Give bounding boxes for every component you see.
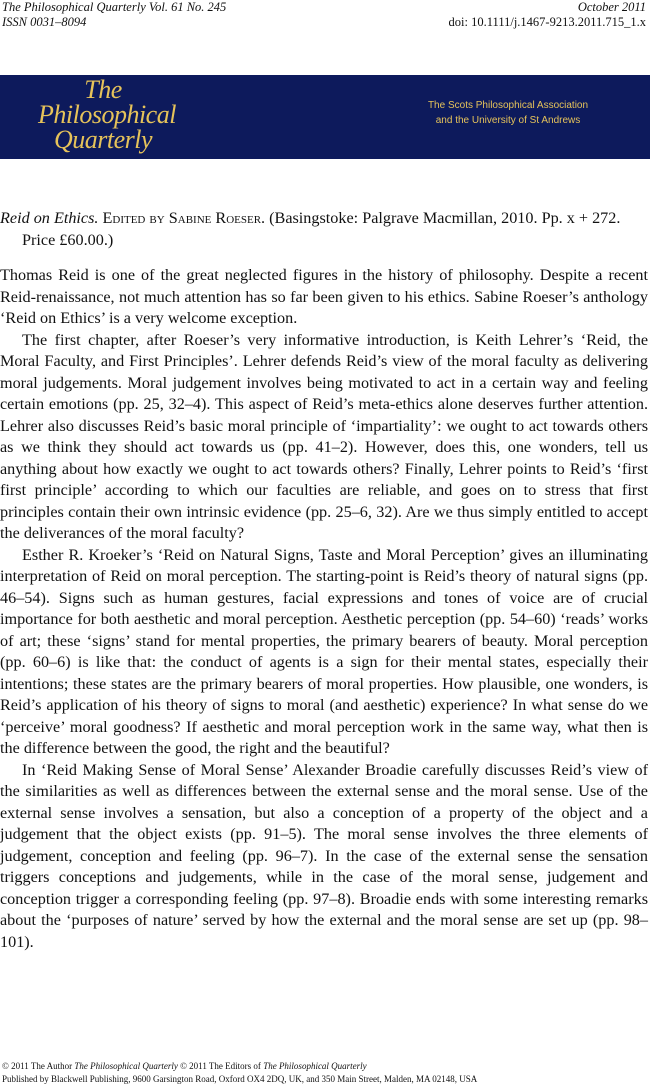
footer-publisher: Published by Blackwell Publishing, 9600 Garsington Road, Oxford OX4 2DQ, UK, and 350 Main Street, Malden, MA 02148, USA xyxy=(2,1074,478,1084)
doi: doi: 10.1111/j.1467-9213.2011.715_1.x xyxy=(448,15,646,29)
footer-copyright: © 2011 The Author The Philosophical Quarterly © 2011 The Editors of The Philosophical Quarterly xyxy=(2,1061,367,1071)
journal-volume-line: The Philosophical Quarterly Vol. 61 No. 245 xyxy=(2,0,227,14)
issn: ISSN 0031–8094 xyxy=(2,15,87,29)
review-paragraph-4: In ‘Reid Making Sense of Moral Sense’ Alexander Broadie carefully discusses Reid’s view of the similarities as well as differences between the external sense and the moral sense. Use of the external sense involves a sensation, but also a conception of a property of the object and a judgement that the object exists (pp. 91–5). The moral sense involves the three elements of judgement, conception and feeling (pp. 96–7). In the case of the external sense the sensation triggers conceptions and judgements, while in the case of the moral sense, judgement and conception trigger a corresponding feeling (pp. 97–8). Broadie ends with some interesting remarks about the ‘purposes of nature’ served by how the external and the moral sense are set up (pp. 98–101). xyxy=(0,760,648,951)
page-footer xyxy=(2,1060,648,1086)
association-text xyxy=(413,98,603,128)
journal-banner xyxy=(0,75,650,159)
review-paragraph-3: Esther R. Kroeker’s ‘Reid on Natural Signs, Taste and Moral Perception’ gives an illuminating interpretation of Reid on moral perception. The starting-point is Reid’s theory of natural signs (pp. 46–54). Signs such as human gestures, facial expressions and tones of voice are of crucial importance for both aesthetic and moral perception. Aesthetic perception (pp. 54–60) ‘reads’ works of art; these ‘signs’ stand for mental properties, the primary bearers of beauty. Moral perception (pp. 60–6) is like that: the conduct of agents is a sign for their mental states, especially their intentions; these states are the primary bearers of moral properties. How plausible, one wonders, is Reid’s application of his theory of signs to moral (and aesthetic) experience? In what sense do we ‘perceive’ moral goodness? If aesthetic and moral perception work in the same way, what then is the difference between the good, the right and the beautiful? xyxy=(0,545,648,757)
review-body xyxy=(0,265,650,953)
book-publication-details: (Basingstoke: Palgrave Macmillan, 2010. Pp. x + 272. Price £60.00.) xyxy=(22,209,621,249)
logo-line-2: Philosophical xyxy=(38,100,176,129)
journal-logo xyxy=(38,75,176,154)
logo-line-3: Quarterly xyxy=(53,125,153,154)
logo-line-1: The xyxy=(84,75,122,104)
book-citation xyxy=(0,207,650,251)
issue-date: October 2011 xyxy=(577,0,646,14)
association-line-2: and the University of St Andrews xyxy=(435,115,581,126)
association-line-1: The Scots Philosophical Association xyxy=(427,100,589,111)
review-paragraph-1: Thomas Reid is one of the great neglected figures in the history of philosophy. Despite a recent Reid-renaissance, not much attention has so far been given to his ethics. Sabine Roeser’s anthology ‘Reid on Ethics’ is a very welcome exception. xyxy=(0,266,648,327)
book-title: Reid on Ethics. xyxy=(0,209,99,227)
review-paragraph-2: The first chapter, after Roeser’s very informative introduction, is Keith Lehrer’s ‘Reid, the Moral Faculty, and First Principles’. Lehrer defends Reid’s view of the moral faculty as delivering moral judgements. Moral judgement involves being motivated to act in a certain way and feeling certain emotions (pp. 25, 32–4). This aspect of Reid’s meta-ethics alone deserves further attention. Lehrer also discusses Reid’s basic moral principle of ‘impartiality’: we ought to act towards others as we think they should act towards us (pp. 41–2). However, does this, one wonders, tell us anything about how exactly we ought to act towards others? Finally, Lehrer points to Reid’s ‘first first principle’ according to which our faculties are reliable, and goes on to stress that first principles contain their own intrinsic evidence (pp. 25–6, 32). Are we thus simply entitled to accept the deliverances of the moral faculty? xyxy=(0,330,648,542)
running-header xyxy=(2,0,646,30)
book-editor: Edited by Sabine Roeser. xyxy=(102,209,266,227)
